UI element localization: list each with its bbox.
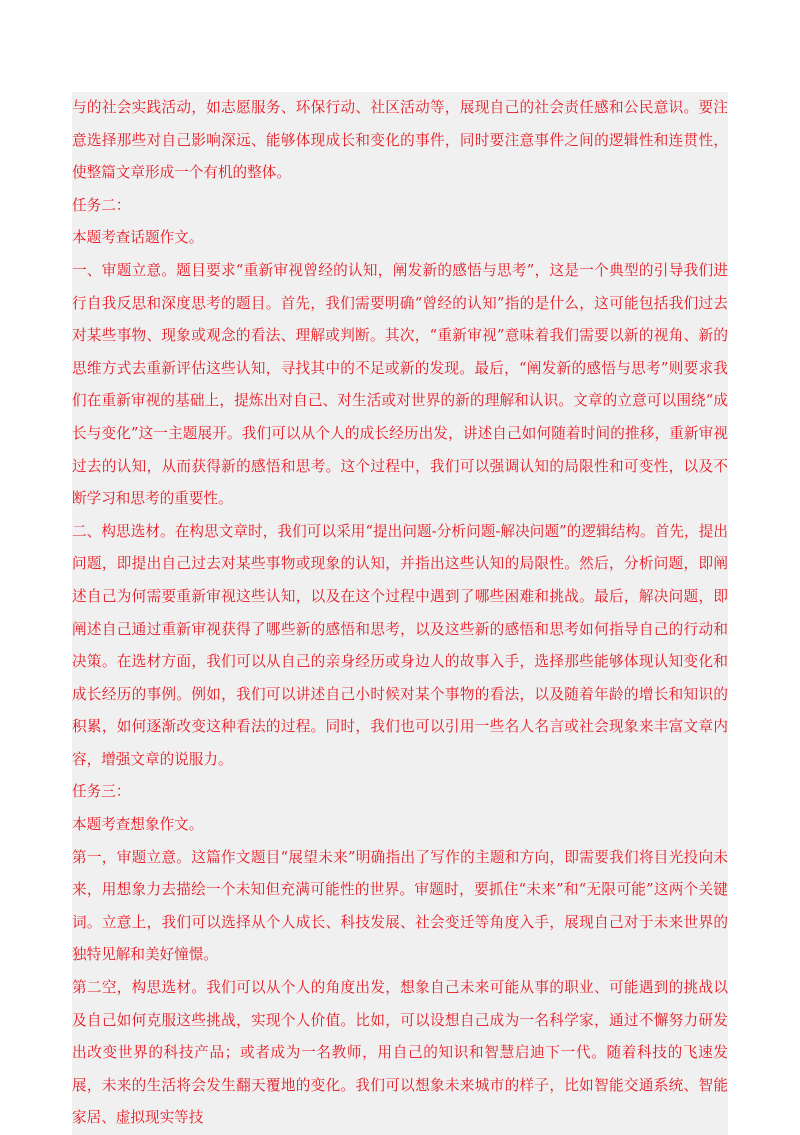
paragraph-task-two-theme: 一、审题立意。题目要求“重新审视曾经的认知，阐发新的感悟与思考”，这是一个典型的引导我们进行自我反思和深度思考的题目。首先，我们需要明确“曾经的认知”指的是什么，这可能包括我们过去对某些事物、现象或观念的看法、理解或判断。其次，“重新审视”意味着我们需要以新的视角、新的思维方式去重新评估这些认知，寻找其中的不足或新的发现。最后，“阐发新的感悟与思考”则要求我们在重新审视的基础上，提炼出对自己、对生活或对世界的新的理解和认识。文章的立意可以围绕“成长与变化”这一主题展开。我们可以从个人的成长经历出发，讲述自己如何随着时间的推移，重新审视过去的认知，从而获得新的感悟和思考。这个过程中，我们可以强调认知的局限性和可变性，以及不断学习和思考的重要性。	[72, 261, 728, 508]
paragraph-task-three-structure: 第二空，构思选材。我们可以从个人的角度出发，想象自己未来可能从事的职业、可能遇到的挑战以及自己如何克服这些挑战，实现个人价值。比如，可以设想自己成为一名科学家，通过不懈努力研发出改变世界的科技产品；或者成为一名教师，用自己的知识和智慧启迪下一代。随着科技的飞速发展，未来的生活将会发生翻天覆地的变化。我们可以想象未来城市的样子，比如智能交通系统、智能家居、虚拟现实等技	[72, 979, 728, 1127]
heading-task-three: 任务三：	[72, 783, 131, 801]
paragraph-task-three-intro: 本题考查想象作文。	[72, 816, 204, 834]
document-body	[72, 92, 728, 1135]
paragraph-task-three-theme: 第一，审题立意。这篇作文题目“展望未来”明确指出了写作的主题和方向，即需要我们将目光投向未来，用想象力去描绘一个未知但充满可能性的世界。审题时，要抓住“未来”和“无限可能”这两个关键词。立意上，我们可以选择从个人成长、科技发展、社会变迁等角度入手，展现自己对于未来世界的独特见解和美好憧憬。	[72, 848, 728, 964]
paragraph-task-two-intro: 本题考查话题作文。	[72, 229, 204, 247]
heading-task-two: 任务二：	[72, 196, 131, 214]
paragraph-task-two-structure: 二、构思选材。在构思文章时，我们可以采用“提出问题-分析问题-解决问题”的逻辑结构。首先，提出问题，即提出自己过去对某些事物或现象的认知，并指出这些认知的局限性。然后，分析问题，即阐述自己为何需要重新审视这些认知，以及在这个过程中遇到了哪些困难和挑战。最后，解决问题，即阐述自己通过重新审视获得了哪些新的感悟和思考，以及这些新的感悟和思考如何指导自己的行动和决策。在选材方面，我们可以从自己的亲身经历或身边人的故事入手，选择那些能够体现认知变化和成长经历的事例。例如，我们可以讲述自己小时候对某个事物的看法，以及随着年龄的增长和知识的积累，如何逐渐改变这种看法的过程。同时，我们也可以引用一些名人名言或社会现象来丰富文章内容，增强文章的说服力。	[72, 522, 728, 768]
paragraph-continuation: 与的社会实践活动，如志愿服务、环保行动、社区活动等，展现自己的社会责任感和公民意识。要注意选择那些对自己影响深远、能够体现成长和变化的事件，同时要注意事件之间的逻辑性和连贯性，使整篇文章形成一个有机的整体。	[72, 99, 728, 182]
